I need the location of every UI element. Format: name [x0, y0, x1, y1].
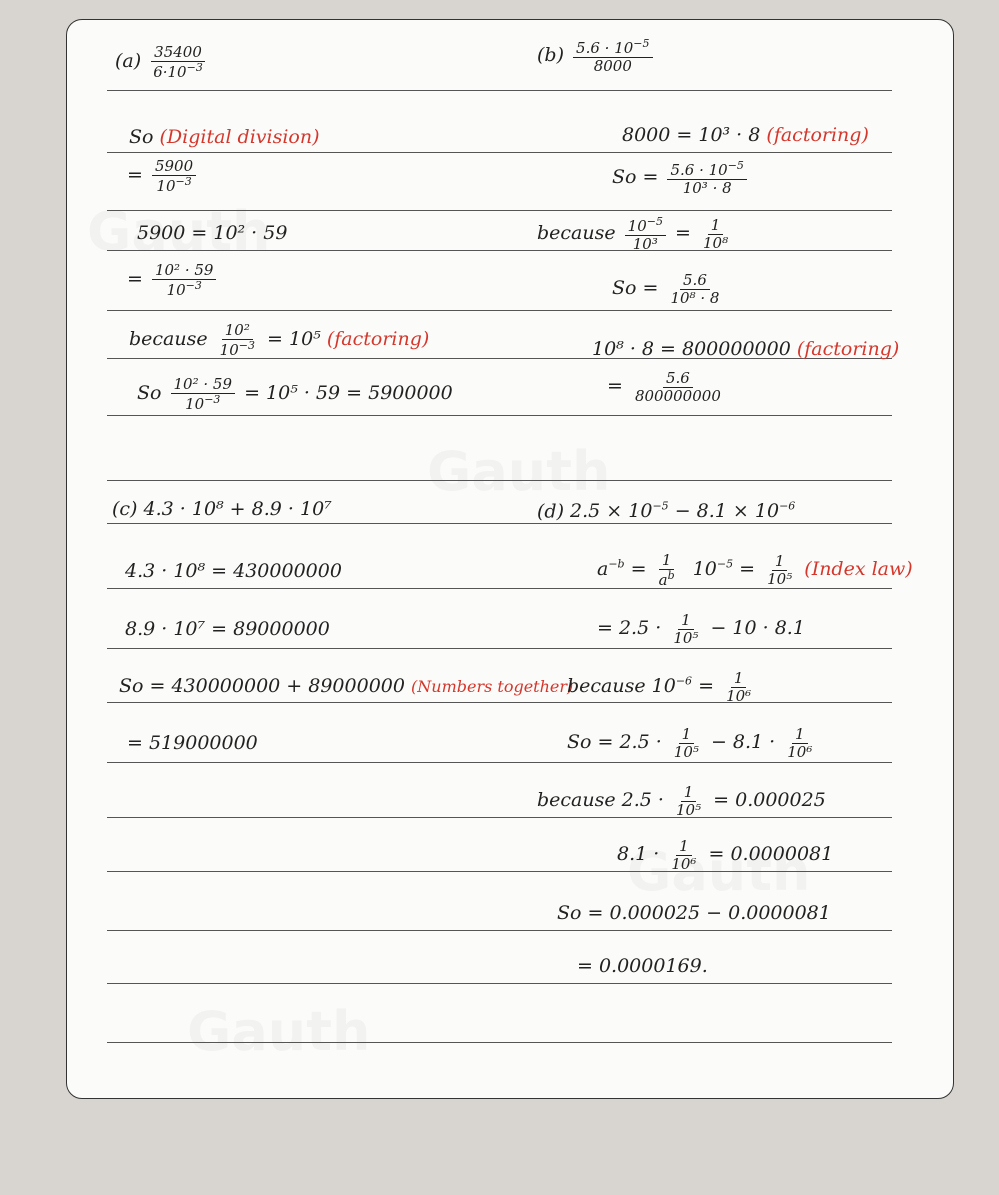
b-line-4: So = $\frac{5.6}{\text{10⁸ · 8}}$ — [612, 271, 720, 307]
d-line-7: So = 0.000025 − 0.0000081 — [557, 902, 831, 924]
watermark — [187, 1000, 370, 1063]
b-line-2: So = $\frac{5.6 \cdot 10^{-5}}{\text{10³ · 8}}$ — [612, 160, 750, 196]
problem-d-header: (d) $2.5 \times 10^{-5} - 8.1 \times 10^{-6}$ — [537, 500, 796, 523]
a-line-1: So (Digital division) — [129, 126, 320, 148]
problem-a-header: (a) $\frac{35400}{6\cdot 10^{-3}}$ — [115, 44, 209, 80]
d-line-8: = 0.0000169. — [577, 955, 708, 977]
d-line-5: because 2.5 · $\frac{1}{\text{10⁵}}$ = 0.000025 — [537, 783, 826, 819]
ruled-line — [107, 210, 892, 211]
worksheet-page — [66, 19, 954, 1099]
ruled-line — [107, 310, 892, 311]
d-line-1: $a^{-b}$ = $\frac{1}{a^b}$ $10^{-5}$ = $\frac{1}{\text{10⁵}}$ (Index law) — [597, 551, 913, 589]
a-line-6: So $\frac{\text{10² · 59}}{10^{-3}}$ = 10⁵ · 59 = 5900000 — [137, 375, 453, 413]
b-line-3: because $\frac{10^{-5}}{\text{10³}}$ = $\frac{1}{\text{10⁸}}$ — [537, 215, 729, 253]
a-line-2: = $\frac{5900}{10^{-3}}$ — [127, 158, 199, 194]
ruled-line — [107, 523, 892, 524]
ruled-line — [107, 415, 892, 416]
ruled-line — [107, 1042, 892, 1043]
ruled-line — [107, 762, 892, 763]
a-line-5: because $\frac{\text{10²}}{10^{-3}}$ = 10⁵ (factoring) — [129, 321, 430, 359]
c-line-3: So = 430000000 + 89000000 (Numbers together) — [119, 675, 574, 697]
b-line-1: 8000 = 10³ · 8 (factoring) — [622, 124, 869, 146]
problem-c-header: (c) 4.3 · 10⁸ + 8.9 · 10⁷ — [112, 498, 332, 520]
d-line-3: because $10^{-6}$ = $\frac{1}{\text{10⁶}}$ — [567, 669, 752, 705]
ruled-line — [107, 702, 892, 703]
ruled-line — [107, 480, 892, 481]
ruled-line — [107, 152, 892, 153]
c-line-4: = 519000000 — [127, 732, 258, 754]
ruled-line — [107, 90, 892, 91]
a-line-3: 5900 = 10² · 59 — [137, 222, 288, 244]
watermark — [427, 440, 610, 503]
problem-b-header: (b) $\frac{5.6 \cdot 10^{-5}}{8000}$ — [537, 38, 656, 74]
ruled-line — [107, 930, 892, 931]
ruled-line — [107, 648, 892, 649]
d-line-2: = 2.5 · $\frac{1}{\text{10⁵}}$ − 10 · 8.1 — [597, 611, 805, 647]
ruled-line — [107, 250, 892, 251]
ruled-line — [107, 983, 892, 984]
b-line-5: 10⁸ · 8 = 800000000 (factoring) — [592, 338, 900, 360]
d-line-4: So = 2.5 · $\frac{1}{\text{10⁵}}$ − 8.1 · $\frac{1}{\text{10⁶}}$ — [567, 725, 813, 761]
ruled-line — [107, 588, 892, 589]
a-line-4: = $\frac{\text{10² · 59}}{10^{-3}}$ — [127, 262, 219, 298]
b-line-6: = $\frac{5.6}{800000000}$ — [607, 369, 721, 405]
c-line-2: 8.9 · 10⁷ = 89000000 — [125, 618, 330, 640]
d-line-6: 8.1 · $\frac{1}{\text{10⁶}}$ = 0.0000081 — [617, 837, 834, 873]
c-line-1: 4.3 · 10⁸ = 430000000 — [125, 560, 342, 582]
